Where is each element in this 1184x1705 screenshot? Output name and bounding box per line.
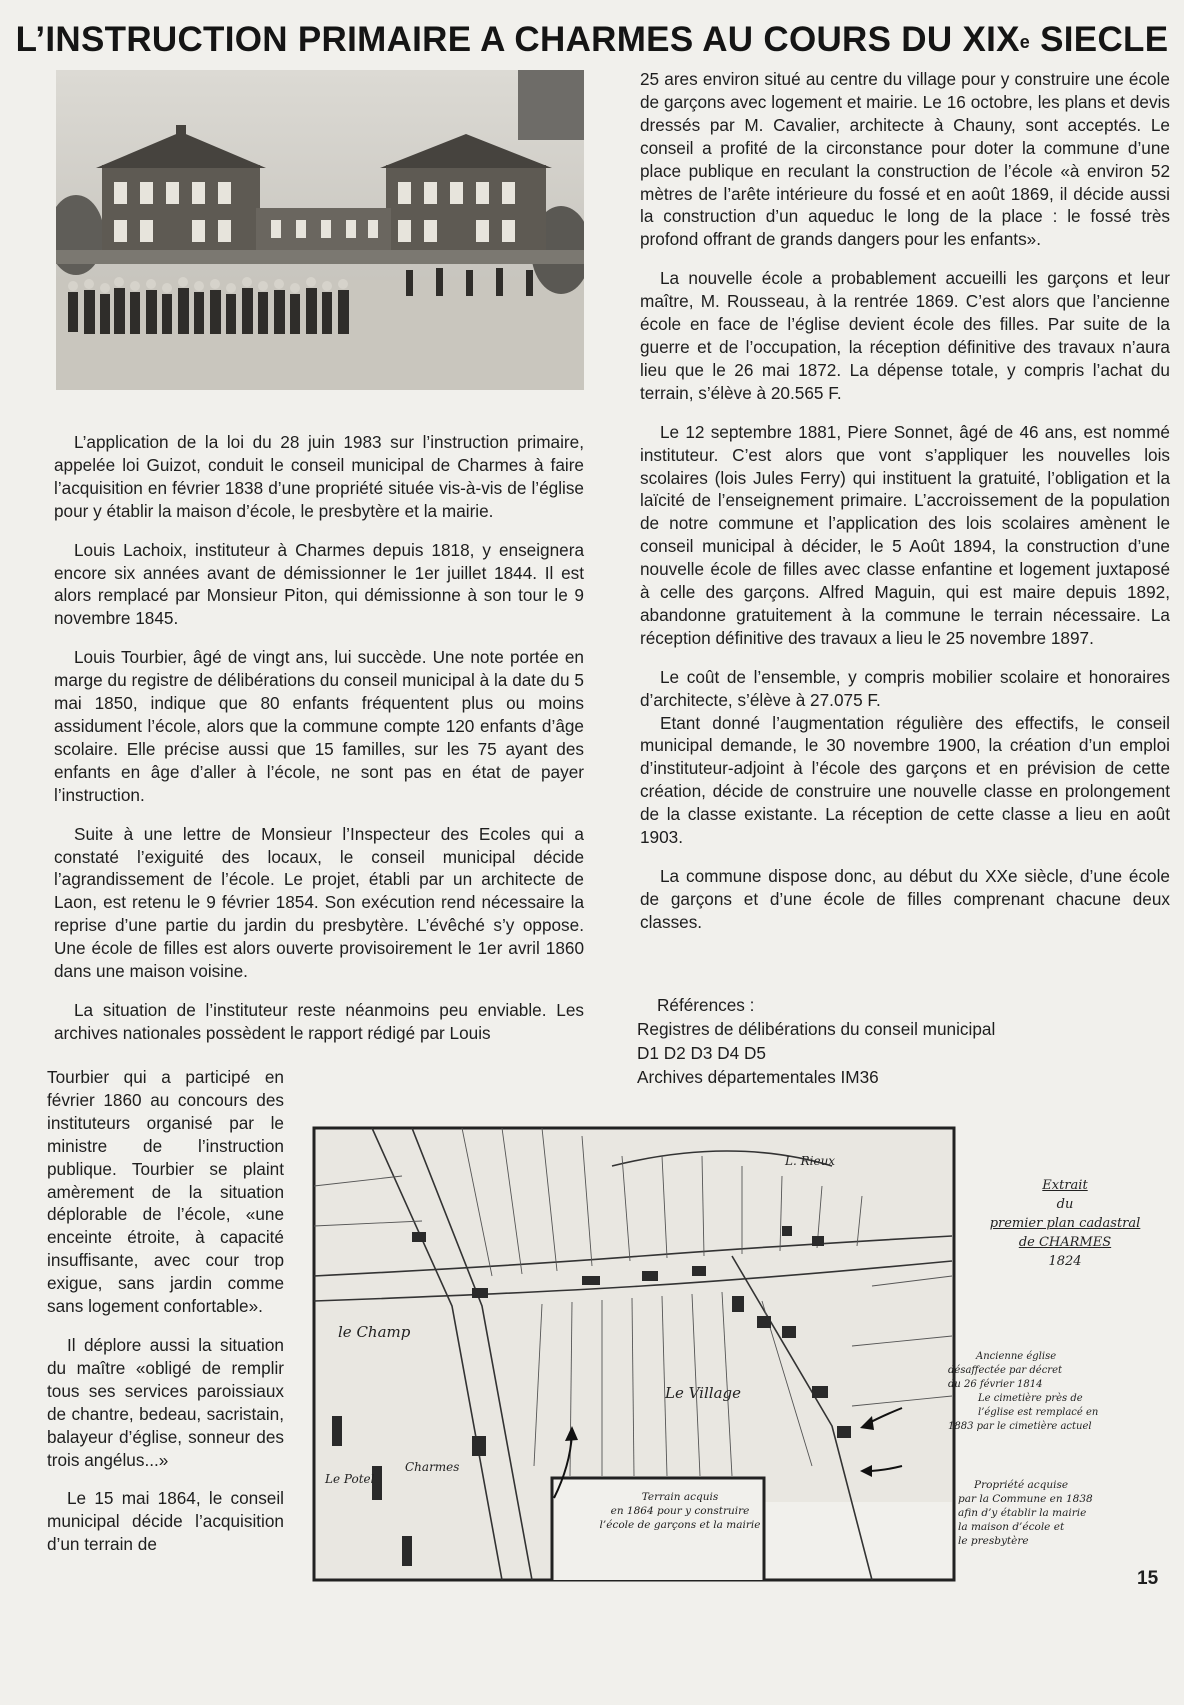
left-narrow-column	[47, 1066, 284, 1556]
references-heading: Références :	[657, 995, 755, 1015]
paragraph: Suite à une lettre de Monsieur l’Inspecteur des Ecoles qui a constaté l’exiguité des locaux, le conseil municipal décide l’agrandissement de l’école. Le projet, établi par un architecte de Laon, est retenu le 9 février 1854. Son exécution rend nécessaire la reprise d’une partie du jardin du presbytère. L’évêché s’y oppose. Une école de filles est alors ouverte provisoirement le 1er avril 1860 dans une maison voisine.	[54, 823, 584, 982]
map-label-village: Le Village	[665, 1384, 741, 1402]
map-label-potel: Le Potel	[325, 1472, 375, 1486]
note-propriete: Propriété acquise par la Commune en 1838 afin d’y établir la mairie la maison d’école et le presbytère	[958, 1479, 1093, 1547]
paragraph: Il déplore aussi la situation du maître «obligé de remplir tous ses services paroissiaux de chantre, bedeau, sacristain, balayeur d’église, sonneur des trois angélus...»	[47, 1334, 284, 1470]
paragraph: La commune dispose donc, au début du XXe siècle, d’une école de garçons et d’une école de filles comprenant chacune deux classes.	[640, 866, 1170, 932]
paragraph: L’application de la loi du 28 juin 1983 sur l’instruction primaire, appelée loi Guizot, conduit le conseil municipal de Charmes à faire l’acquisition en février 1838 d’une propriété située vis-à-vis de l’église pour y établir la maison d’école, le presbytère et la mairie.	[54, 432, 584, 521]
paragraph: La nouvelle école a probablement accueilli les garçons et leur maître, M. Rousseau, à la rentrée 1869. C’est alors que l’ancienne école en face de l’église devient école des filles. Par suite de la guerre et de l’occupation, la réception définitive des travaux n’aura lieu que le 26 mai 1872. La dépense totale, y compris l’achat du terrain, s’élève à 20.565 F.	[640, 268, 1170, 403]
paragraph: Louis Tourbier, âgé de vingt ans, lui succède. Une note portée en marge du registre de délibérations du conseil municipal à la date du 5 mai 1850, indique que 80 enfants fréquentent plus ou moins assidument l’école, alors que la commune compte 120 enfants d’âge scolaire. Elle précise aussi que 15 familles, sur les 75 ayant des enfants en âge d’aller à l’école, ne sont pas en état de payer l’instruction.	[54, 647, 584, 805]
paragraph: Le coût de l’ensemble, y compris mobilier scolaire et honoraires d’architecte, s’élève à 27.075 F.	[640, 666, 1170, 710]
paragraph: Le 12 septembre 1881, Piere Sonnet, âgé de 46 ans, est nommé instituteur. C’est alors que vont s’appliquer les nouvelles lois scolaires (lois Jules Ferry) qui instituent la gratuité, l’obligation et la laïcité de l’enseignement primaire. L’accroissement de la population de notre commune et l’application des lois scolaires amènent le conseil municipal à décider, le 5 Août 1894, la construction d’une nouvelle école de filles avec classe enfantine et logement juxtaposé à celle des garçons. Alfred Maguin, qui est maire depuis 1892, abandonne gratuitement à la commune le terrain nécessaire. La réception définitive des travaux a lieu le 25 novembre 1897.	[640, 421, 1170, 648]
paragraph: Tourbier qui a participé en février 1860 au concours des instituteurs organisé par le ministre de l’instruction publique. Tourbier se plaint amèrement de la situation déplorable de l’école, «une enceinte étroite, à capacité insuffisante, avec cour trop exigue, sans jardin comme sans logement confortable».	[47, 1067, 284, 1317]
reference-line: Archives départementales IM36	[637, 1067, 879, 1087]
paragraph: Etant donné l’augmentation régulière des effectifs, le conseil municipal demande, le 30 novembre 1900, la création d’un emploi d’instituteur-adjoint à l’école des garçons et en prévision de cette création, décide de construire une nouvelle classe en prolongement de la classe existante. La réception de cette classe a lieu en août 1903.	[640, 712, 1170, 848]
note-eglise: Ancienne église désaffectée par décret du 26 février 1814 Le cimetière près de l’église est remplacé en 1883 par le cimetière actuel	[948, 1351, 1099, 1432]
page-number: 15	[1137, 1568, 1159, 1589]
school-photo	[56, 70, 584, 390]
paragraph: Le 15 mai 1864, le conseil municipal décide l’acquisition d’un terrain de	[47, 1488, 284, 1555]
map-label-charmes: Charmes	[405, 1460, 460, 1474]
paragraph: 25 ares environ situé au centre du village pour y construire une école de garçons avec logement et mairie. Le 16 octobre, les plans et devis dressés par M. Cavalier, architecte à Chauny, sont acceptés. Le conseil a profité de la circonstance pour doter la commune d’une place publique en reculant la construction de l’école «à environ 52 mètres de l’arête intérieure du fossé et en août 1869, il décide aussi la construction d’un aqueduc le long de la place : le fossé très profond offrant de grands dangers pour les enfants».	[640, 69, 1170, 250]
references	[637, 993, 1157, 1089]
right-column	[640, 68, 1170, 950]
paragraph: Louis Lachoix, instituteur à Charmes depuis 1818, y enseignera encore six années avant de démissionner le 1er juillet 1844. Il est alors remplacé par Monsieur Piton, qui démissionne à son tour le 9 novembre 1845.	[54, 539, 584, 629]
left-column	[54, 431, 584, 1045]
note-terrain: Terrain acquis en 1864 pour y construire l’école de garçons et la mairie	[599, 1491, 761, 1531]
map-label-rieux: L. Rieux	[785, 1154, 836, 1168]
map-label-champ: le Champ	[338, 1323, 411, 1341]
reference-line: Registres de délibérations du conseil municipal	[637, 1019, 996, 1039]
map-title: Extrait du premier plan cadastral de CHARMES 1824	[989, 1178, 1141, 1269]
reference-line: D1 D2 D3 D4 D5	[637, 1043, 766, 1063]
page-title: L’INSTRUCTION PRIMAIRE A CHARMES AU COURS DU XIXe SIECLE	[15, 20, 1169, 59]
paragraph: La situation de l’instituteur reste néanmoins peu enviable. Les archives nationales possèdent le rapport rédigé par Louis	[54, 999, 584, 1043]
